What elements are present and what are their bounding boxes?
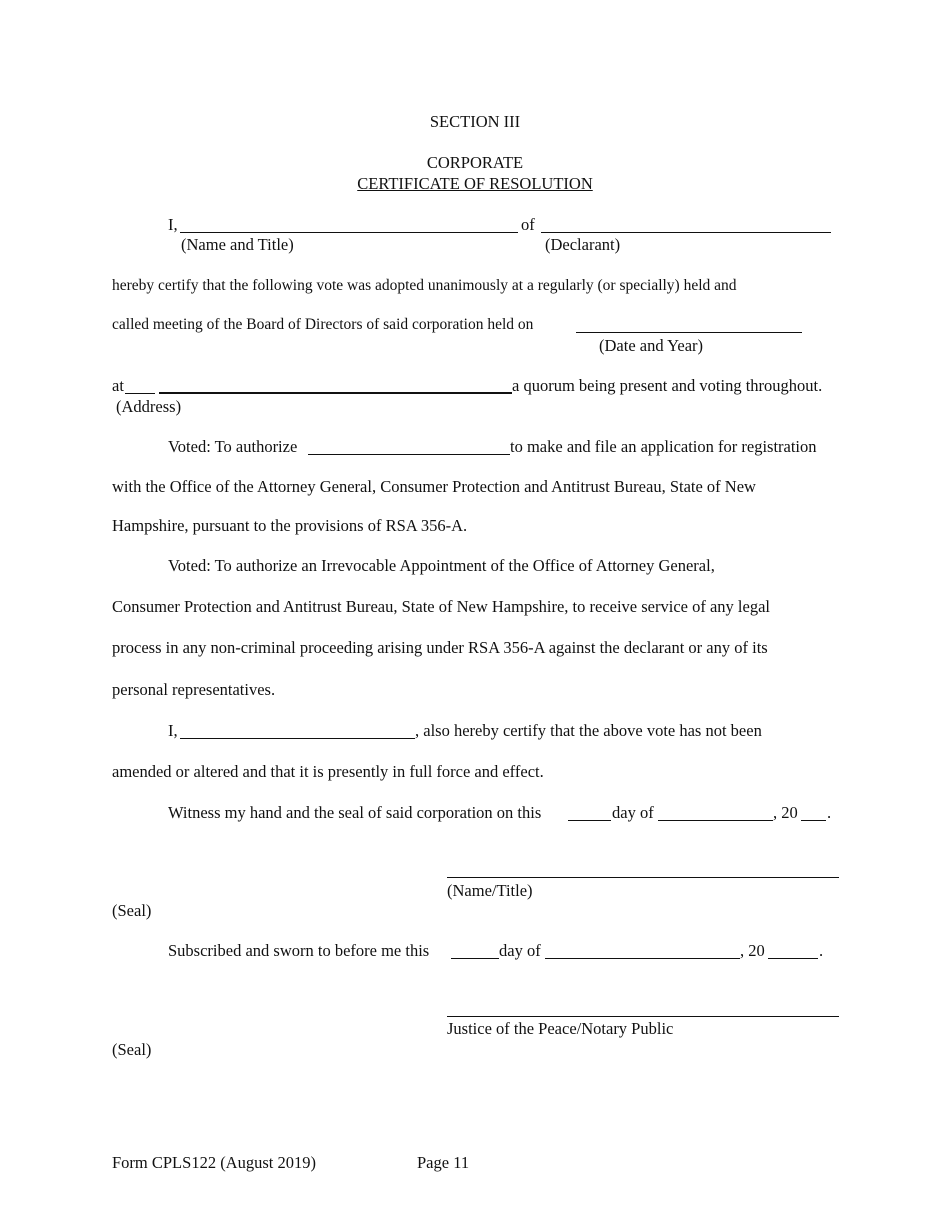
- declarant-caption: (Declarant): [545, 235, 621, 254]
- subscribed-year-field[interactable]: [768, 958, 818, 959]
- name-title-caption: (Name and Title): [181, 235, 294, 254]
- certificate-title: CERTIFICATE OF RESOLUTION: [357, 174, 593, 193]
- corporate-heading: CORPORATE: [426, 153, 524, 172]
- name-title-signature-line[interactable]: [447, 877, 839, 878]
- signature1-caption: (Name/Title): [447, 881, 533, 900]
- signature1-seal: (Seal): [112, 901, 152, 920]
- address-field-lead: [125, 393, 155, 394]
- vote2-line-1: Voted: To authorize an Irrevocable Appointment of the Office of Attorney General,: [168, 556, 715, 575]
- footer-form-id: Form CPLS122 (August 2019): [112, 1153, 316, 1172]
- also-certify-suffix: , also hereby certify that the above vote has not been: [415, 721, 762, 740]
- declarant-i-prefix: I,: [168, 215, 178, 234]
- subscribed-day-of: day of: [499, 941, 541, 960]
- subscribed-day-field[interactable]: [451, 958, 499, 959]
- date-year-field[interactable]: [576, 332, 802, 333]
- title-wrapper: [0, 174, 950, 194]
- vote1-prefix: Voted: To authorize: [168, 437, 298, 456]
- date-year-caption: (Date and Year): [599, 336, 704, 355]
- declarant-field[interactable]: [541, 232, 831, 233]
- address-field[interactable]: [159, 392, 512, 394]
- certify-line-1: hereby certify that the following vote was adopted unanimously at a regularly (or specially) held and: [112, 277, 737, 294]
- witness-end: .: [827, 803, 832, 822]
- witness-day-field[interactable]: [568, 820, 611, 821]
- vote1-suffix: to make and file an application for registration: [510, 437, 817, 456]
- certifier-name-field[interactable]: [180, 738, 415, 739]
- footer-page-number: Page 11: [417, 1153, 470, 1172]
- signature2-seal: (Seal): [112, 1040, 152, 1059]
- name-title-field[interactable]: [180, 232, 518, 233]
- of-label: of: [521, 215, 535, 234]
- witness-prefix: Witness my hand and the seal of said corporation on this: [168, 803, 542, 822]
- vote2-line-2: Consumer Protection and Antitrust Bureau, State of New Hampshire, to receive service of any legal: [112, 597, 770, 616]
- vote2-line-4: personal representatives.: [112, 680, 276, 699]
- subscribed-end: .: [819, 941, 824, 960]
- vote1-line-3: Hampshire, pursuant to the provisions of RSA 356-A.: [112, 516, 468, 535]
- at-label: at: [112, 376, 124, 395]
- subscribed-year-prefix: , 20: [740, 941, 765, 960]
- witness-year-field[interactable]: [801, 820, 826, 821]
- also-certify-i-prefix: I,: [168, 721, 178, 740]
- address-caption: (Address): [116, 397, 182, 416]
- authorized-person-field[interactable]: [308, 454, 510, 455]
- vote2-line-3: process in any non-criminal proceeding arising under RSA 356-A against the declarant or any of its: [112, 638, 768, 657]
- signature2-caption: Justice of the Peace/Notary Public: [447, 1019, 674, 1038]
- witness-year-prefix: , 20: [773, 803, 798, 822]
- subscribed-month-field[interactable]: [545, 958, 740, 959]
- section-heading: SECTION III: [429, 112, 521, 131]
- also-certify-line-2: amended or altered and that it is presently in full force and effect.: [112, 762, 544, 781]
- certify-line-2: called meeting of the Board of Directors of said corporation held on: [112, 316, 534, 333]
- witness-month-field[interactable]: [658, 820, 773, 821]
- vote1-line-2: with the Office of the Attorney General, Consumer Protection and Antitrust Bureau, State of New: [112, 477, 756, 496]
- notary-signature-line[interactable]: [447, 1016, 839, 1017]
- quorum-text: a quorum being present and voting throughout.: [512, 376, 823, 395]
- subscribed-prefix: Subscribed and sworn to before me this: [168, 941, 430, 960]
- witness-day-of: day of: [612, 803, 654, 822]
